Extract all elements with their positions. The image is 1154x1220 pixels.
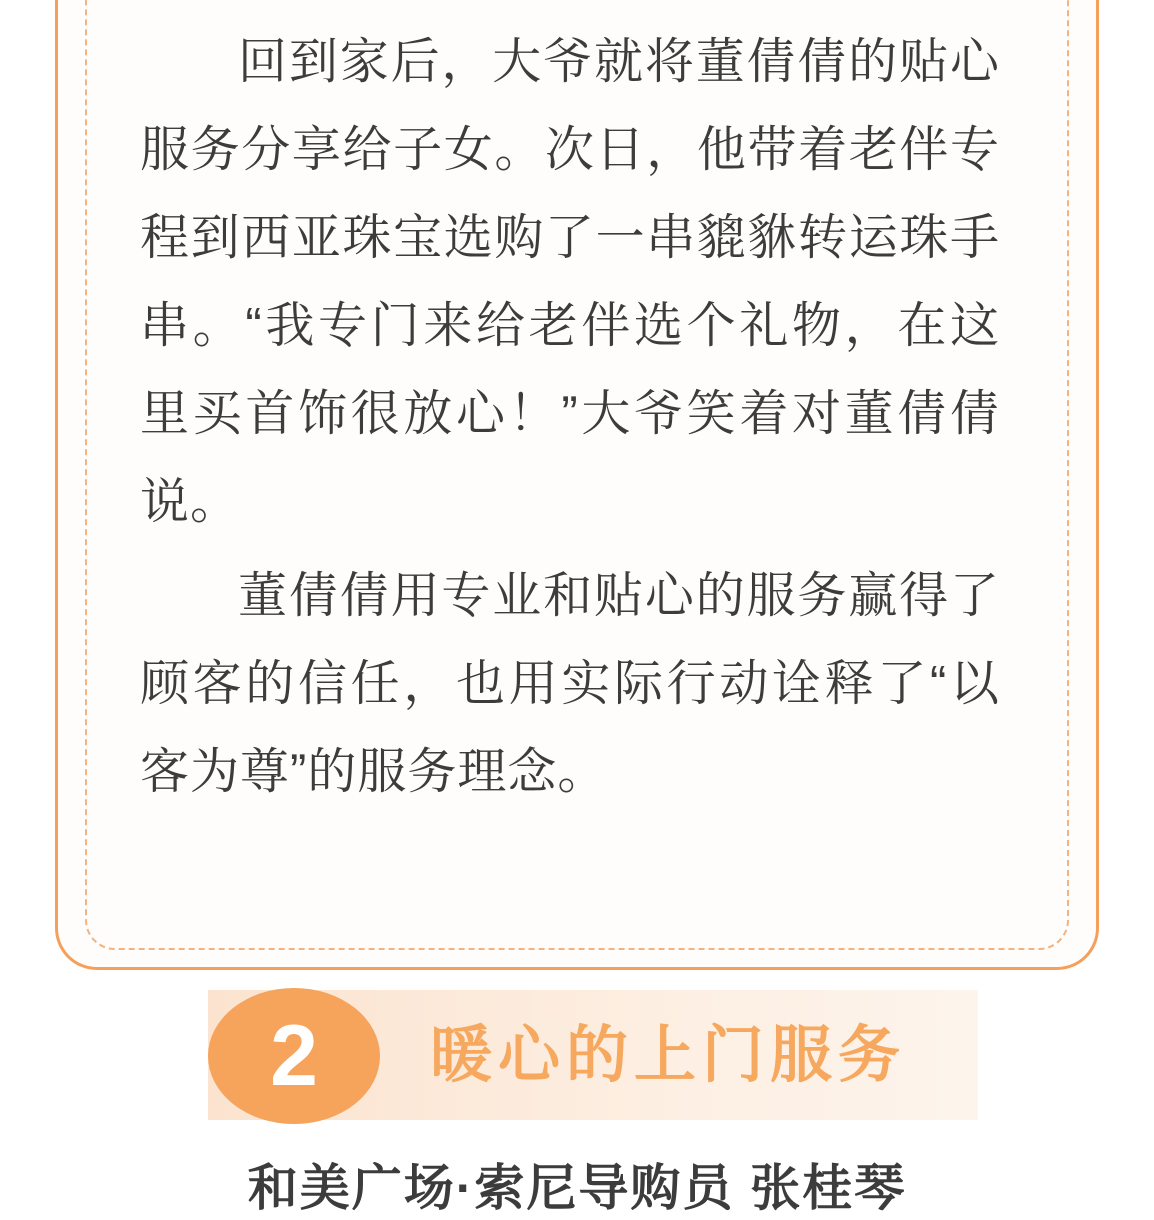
section-number-badge (208, 988, 380, 1124)
paragraph-2: 董倩倩用专业和贴心的服务赢得了顾客的信任，也用实际行动诠释了“以客为尊”的服务理念。 (140, 569, 1000, 799)
article-body (140, 18, 1000, 822)
section-number: 2 (270, 1008, 318, 1104)
section-caption: 和美广场·索尼导购员 张桂琴 (247, 1160, 907, 1216)
paragraph-1: 回到家后，大爷就将董倩倩的贴心服务分享给子女。次日，他带着老伴专程到西亚珠宝选购了一串貔貅转运珠手串。“我专门来给老伴选个礼物，在这里买首饰很放心！”大爷笑着对董倩倩说。 (140, 35, 1000, 529)
section-title: 暖心的上门服务 (430, 1021, 907, 1090)
